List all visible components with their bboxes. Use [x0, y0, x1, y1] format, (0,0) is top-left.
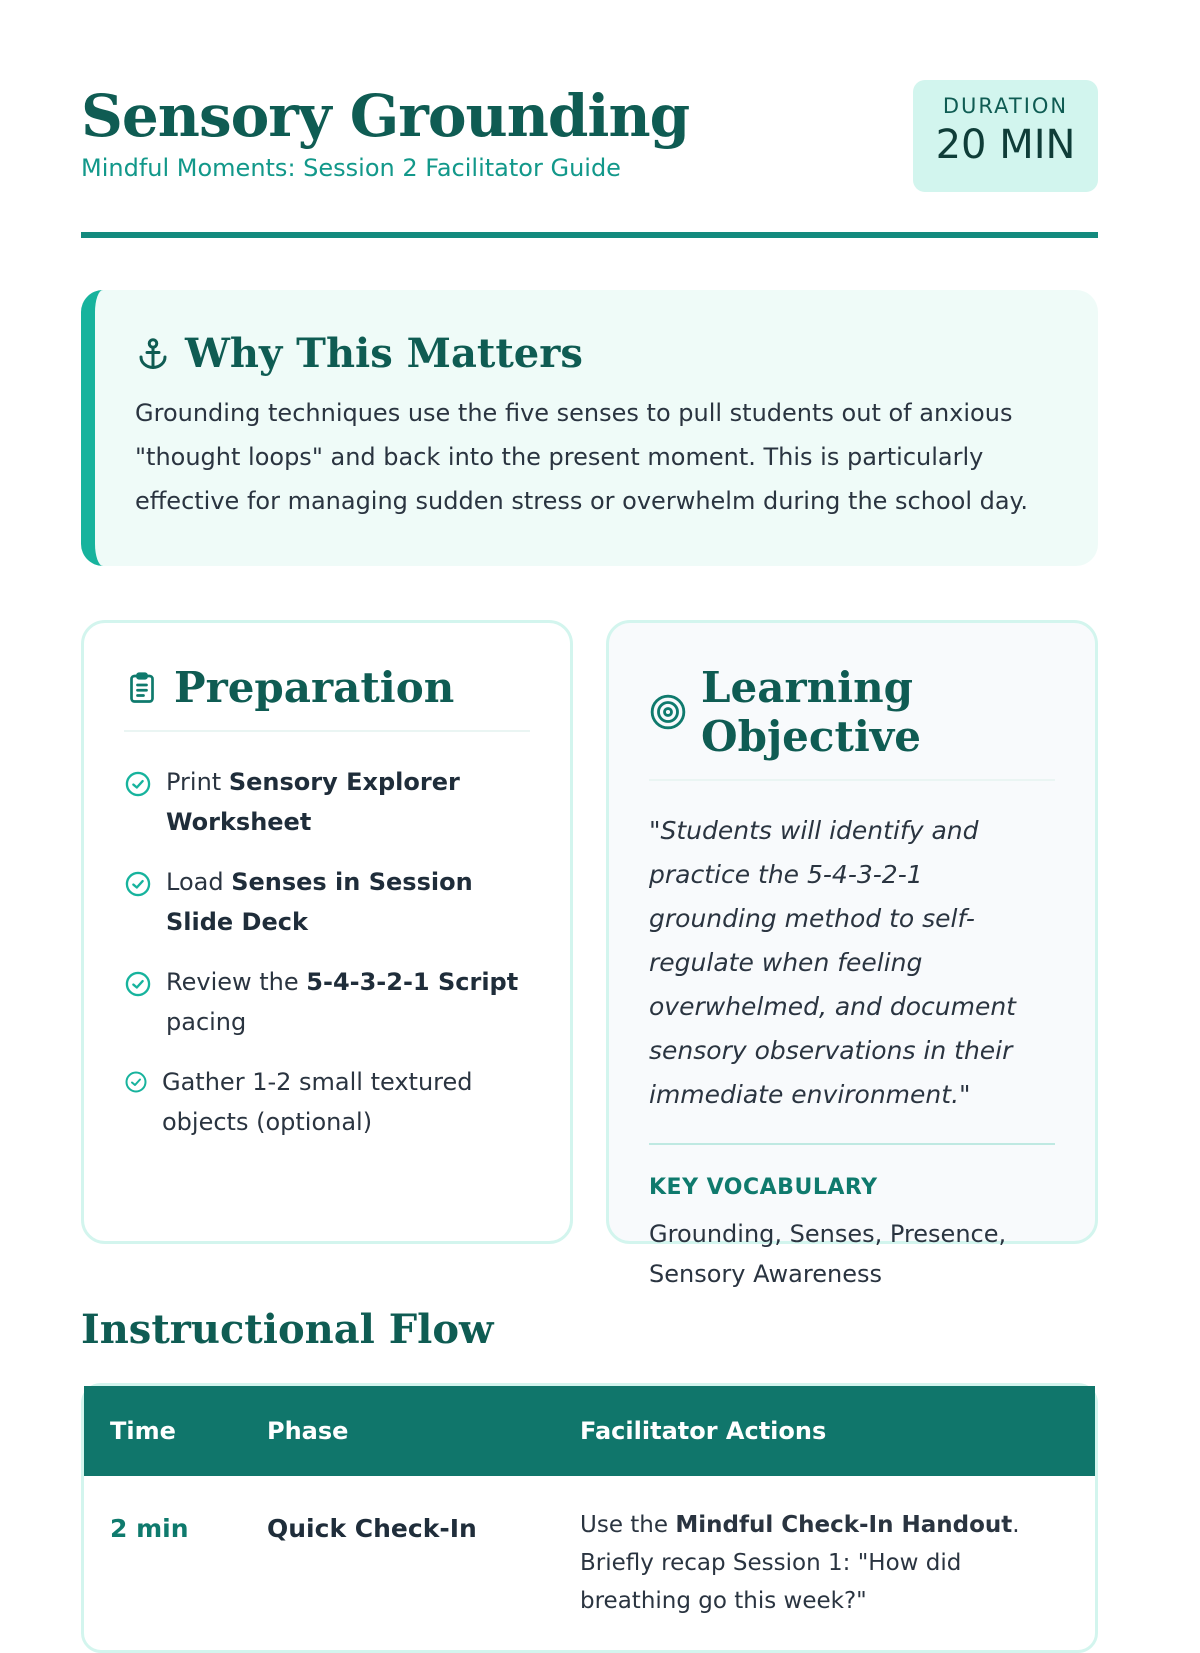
- instructional-flow-table: [81, 1383, 1098, 1653]
- check-circle-icon: [124, 770, 152, 798]
- preparation-list: [124, 762, 530, 1142]
- preparation-heading: Preparation: [174, 663, 455, 712]
- instructional-flow-title: Instructional Flow: [81, 1306, 494, 1353]
- list-item: [124, 1062, 530, 1142]
- preparation-heading-row: [124, 663, 530, 732]
- table-header-row: [84, 1386, 1095, 1476]
- preparation-card: [81, 620, 573, 1244]
- duration-label: DURATION: [942, 94, 1069, 118]
- title-block: [81, 80, 689, 182]
- column-header-time: Time: [110, 1417, 176, 1445]
- check-circle-icon: [124, 870, 152, 898]
- learning-objective-card: [606, 620, 1098, 1288]
- row-time: 2 min: [110, 1514, 189, 1543]
- anchor-icon: [135, 336, 171, 372]
- objective-heading: Learning Objective: [701, 663, 921, 761]
- list-item: [124, 862, 530, 942]
- header-divider: [81, 232, 1098, 238]
- why-heading-row: [135, 330, 1058, 377]
- clipboard-icon: [124, 669, 160, 707]
- row-phase: Quick Check-In: [267, 1514, 477, 1543]
- check-circle-icon: [124, 1070, 148, 1094]
- list-item-text: Load Senses in Session Slide Deck: [166, 868, 473, 936]
- objective-quote: "Students will identify and practice the 5-4-3-2-1 grounding method to self-regulate when feeling overwhelmed, and document sensory observations in their immediate environment.": [649, 809, 1055, 1145]
- key-vocabulary-text: Grounding, Senses, Presence, Sensory Awareness: [649, 1220, 1007, 1288]
- objective-heading-row: [649, 663, 1055, 781]
- why-this-matters-callout: [81, 290, 1098, 566]
- column-header-actions: Facilitator Actions: [580, 1417, 827, 1445]
- list-item-text: Gather 1-2 small textured objects (optional): [162, 1068, 473, 1136]
- table-row: [84, 1476, 1095, 1650]
- target-icon: [649, 693, 687, 731]
- list-item-text: Review the 5-4-3-2-1 Script pacing: [166, 968, 519, 1036]
- list-item: [124, 962, 530, 1042]
- duration-badge: [913, 80, 1098, 192]
- why-heading: Why This Matters: [185, 330, 583, 377]
- duration-value: 20 MIN: [935, 122, 1076, 168]
- why-body: Grounding techniques use the five senses to pull students out of anxious "thought loops" and back into the present moment. This is particularly effective for managing sudden stress or overwhelm during the school day.: [135, 399, 1028, 515]
- row-actions: Use the Mindful Check-In Handout. Briefly recap Session 1: "How did breathing go this week?": [580, 1512, 1020, 1614]
- page-subtitle: Mindful Moments: Session 2 Facilitator Guide: [81, 154, 621, 182]
- cards-row: [81, 620, 1098, 1288]
- page-header: [81, 0, 1098, 192]
- list-item-text: Print Sensory Explorer Worksheet: [166, 768, 460, 836]
- key-vocabulary-label: KEY VOCABULARY: [649, 1175, 878, 1200]
- list-item: [124, 762, 530, 842]
- page-title: Sensory Grounding: [81, 82, 690, 150]
- check-circle-icon: [124, 970, 152, 998]
- column-header-phase: Phase: [267, 1417, 349, 1445]
